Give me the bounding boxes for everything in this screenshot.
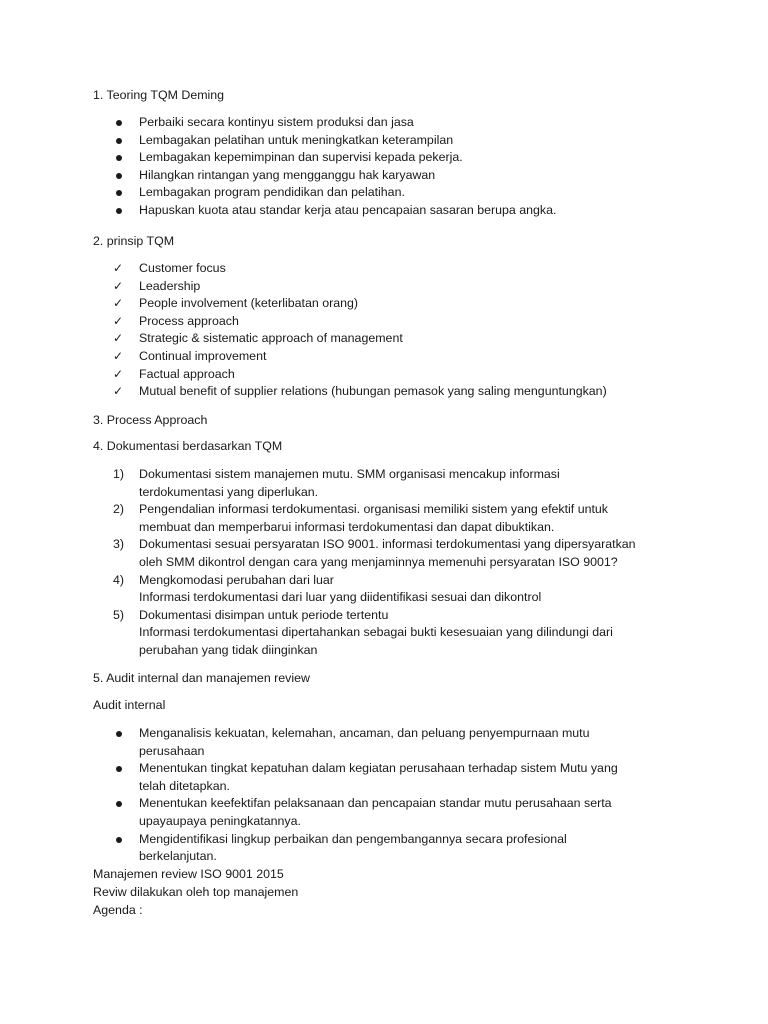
list-item: ✓ Strategic & sistematic approach of management [0, 330, 768, 348]
review-by-top-management-line: Reviw dilakukan oleh top manajemen [93, 885, 299, 899]
list-item: Lembagakan program pendidikan dan pelatihan. [0, 184, 768, 202]
list-item: ✓ Factual approach [0, 366, 768, 384]
list-item: ✓ Mutual benefit of supplier relations (hubungan pemasok yang saling menguntungkan) [0, 383, 768, 401]
list-item: ✓ Continual improvement [0, 348, 768, 366]
checkmark-icon: ✓ [113, 296, 124, 311]
section-2-heading: 2. prinsip TQM [93, 234, 175, 248]
item-number: 3) [113, 537, 125, 552]
item-number: 5) [113, 607, 125, 622]
list-item: Menganalisis kekuatan, kelemahan, ancaman, dan peluang penyempurnaan mutu perusahaan [0, 725, 768, 760]
checkmark-icon: ✓ [113, 331, 124, 346]
bullet-icon [116, 138, 122, 144]
list-item: Perbaiki secara kontinyu sistem produksi dan jasa [0, 114, 768, 132]
list-item: Lembagakan pelatihan untuk meningkatkan keterampilan [0, 132, 768, 150]
section-2-check-list [0, 260, 768, 401]
checkmark-icon: ✓ [113, 384, 124, 399]
list-item: 2) Pengendalian informasi terdokumentasi. organisasi memiliki sistem yang efektif untuk membuat dan memperbarui informasi terdokumentasi dan dapat dibuktikan. [113, 502, 609, 534]
bullet-icon [116, 801, 122, 807]
checkmark-icon: ✓ [113, 313, 124, 328]
audit-internal-subheading: Audit internal [93, 698, 166, 712]
bullet-icon [116, 837, 122, 843]
checkmark-icon: ✓ [113, 348, 124, 363]
list-item: Menentukan tingkat kepatuhan dalam kegiatan perusahaan terhadap sistem Mutu yang telah ditetapkan. [0, 760, 768, 795]
section-1-bullet-list [0, 114, 768, 220]
bullet-icon [116, 731, 122, 737]
list-item: 4) Mengkomodasi perubahan dari luar Informasi terdokumentasi dari luar yang diidentifikasi sesuai dan dikontrol [113, 572, 542, 605]
list-item: Hilangkan rintangan yang mengganggu hak karyawan [0, 167, 768, 185]
agenda-line: Agenda : [93, 903, 143, 917]
section-4-heading: 4. Dokumentasi berdasarkan TQM [93, 439, 283, 453]
item-number: 1) [113, 467, 125, 481]
section-1-heading: 1. Teoring TQM Deming [93, 88, 225, 102]
bullet-icon [116, 155, 122, 161]
list-item: 5) Dokumentasi disimpan untuk periode tertentu Informasi terdokumentasi dipertahankan sebagai bukti kesesuaian yang dilindungi dari perubahan yang tidak diinginkan [113, 607, 613, 657]
list-item: Hapuskan kuota atau standar kerja atau pencapaian sasaran berupa angka. [0, 202, 768, 220]
section-5-bullet-list [0, 725, 768, 866]
list-item: Menentukan keefektifan pelaksanaan dan pencapaian standar mutu perusahaan serta upayaupaya peningkatannya. [0, 795, 768, 830]
section-4-numbered-list [0, 466, 768, 660]
checkmark-icon: ✓ [113, 261, 124, 275]
list-item: 3) Dokumentasi sesuai persyaratan ISO 9001. informasi terdokumentasi yang dipersyaratkan oleh SMM dikontrol dengan cara yang menjaminnya memenuhi persyaratan ISO 9001? [113, 537, 636, 569]
checkmark-icon: ✓ [113, 278, 124, 293]
list-item: Lembagakan kepemimpinan dan supervisi kepada pekerja. [0, 149, 768, 167]
bullet-icon [116, 190, 122, 196]
section-3-heading: 3. Process Approach [93, 413, 208, 427]
list-item: 1) Dokumentasi sistem manajemen mutu. SMM organisasi mencakup informasi terdokumentasi yang diperlukan. [113, 467, 560, 499]
bullet-icon [116, 766, 122, 772]
bullet-icon [116, 120, 122, 126]
list-item: ✓ Process approach [0, 313, 768, 331]
list-item: Mengidentifikasi lingkup perbaikan dan pengembangannya secara profesional berkelanjutan. [0, 831, 768, 866]
item-number: 4) [113, 572, 125, 587]
item-number: 2) [113, 502, 125, 517]
bullet-icon [116, 173, 122, 179]
bullet-icon [116, 208, 122, 214]
section-5-heading: 5. Audit internal dan manajemen review [93, 671, 310, 685]
list-item: ✓ Leadership [0, 278, 768, 296]
list-item: ✓ People involvement (keterlibatan orang) [0, 295, 768, 313]
checkmark-icon: ✓ [113, 366, 124, 381]
list-item: ✓ Customer focus [0, 260, 768, 278]
manajemen-review-line: Manajemen review ISO 9001 2015 [93, 867, 284, 881]
